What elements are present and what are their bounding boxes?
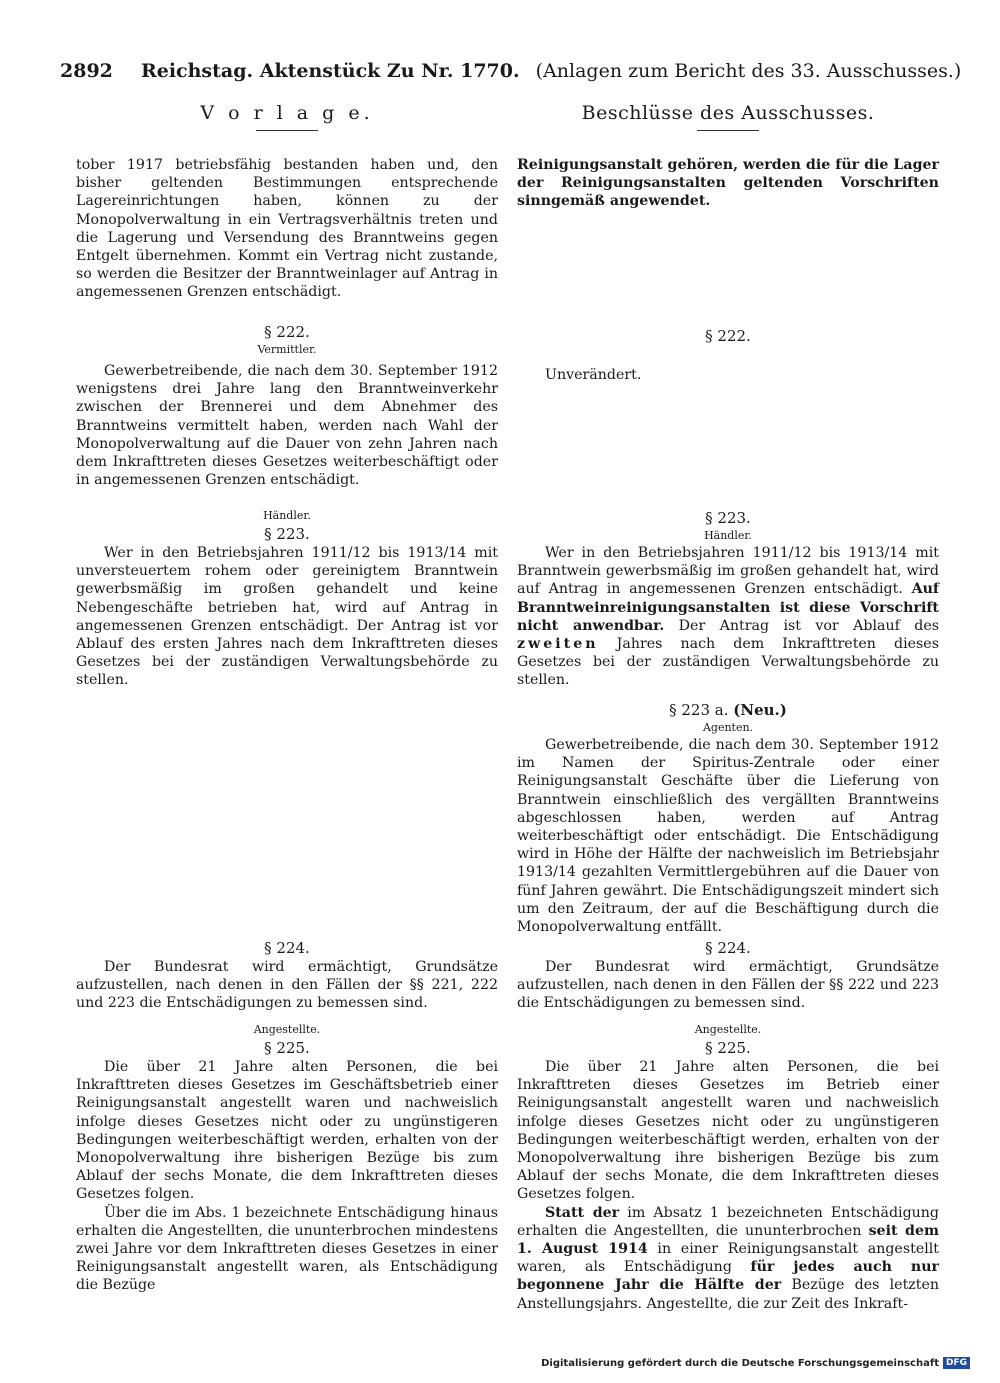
section-text-continued: Über die im Abs. 1 bezeichnete Entschädigung hinaus erhalten die Angestellten, die ununterbrochen mindestens zwei Jahre vor dem Inkrafttreten dieses Gesetzes in einer Reinigungsanstalt angestellt waren, als Entschädigung die Bezüge	[76, 1204, 498, 1294]
bold-amendment: seit dem 1. August 1914	[517, 1222, 940, 1258]
section-text	[517, 544, 939, 690]
section-text: Der Bundesrat wird ermächtigt, Grundsätze aufzustellen, nach denen in den Fällen der §§ 222 und 223 die Entschädigungen zu bemessen sind.	[517, 959, 939, 1012]
left-intro-block	[76, 156, 498, 302]
section-subtitle: Händler.	[263, 509, 311, 522]
dfg-logo-icon: DFG	[943, 1357, 970, 1369]
right-column	[517, 100, 940, 1312]
section-subtitle: Agenten.	[702, 721, 754, 734]
section-text: Unverändert.	[545, 367, 642, 383]
page-header	[60, 58, 962, 84]
section-text: Wer in den Betriebsjahren 1911/12 bis 1913/14 mit unversteuertem rohem oder gereinigtem Branntwein gewerbsmäßig im großen gehandelt und keine Nebengeschäfte betrieben hat, wird auf Antrag in angemessenen Grenzen entschädigt. Der Antrag ist vor Ablauf des ersten Jahres nach dem Inkrafttreten dieses Gesetzes bei der zuständigen Verwaltungsbehörde zu stellen.	[76, 545, 498, 689]
section-subtitle: Angestellte.	[253, 1023, 321, 1036]
right-column-heading: Beschlüsse des Ausschusses.	[581, 102, 875, 124]
left-section-224	[76, 938, 498, 1013]
left-column-heading: V o r l a g e.	[200, 102, 374, 124]
left-intro-text: tober 1917 betriebsfähig bestanden haben und, den bisher geltenden Bestimmungen entsprechende Lagereinrichtungen haben, können zu der Monopolverwaltung in ein Vertragsverhältnis treten und die Lagerung und Versendung des Branntweins gegen Entgelt übernehmen. Kommt ein Vertrag nicht zustande, so werden die Besitzer der Branntweinlager auf Antrag in angemessenen Grenzen entschädigt.	[76, 157, 498, 301]
section-number: § 223 a.	[669, 701, 729, 719]
section-subtitle: Vermittler.	[257, 343, 317, 356]
left-section-222	[76, 322, 498, 489]
section-text: Die über 21 Jahre alten Personen, die bei Inkrafttreten dieses Gesetzes im Geschäftsbetrieb einer Reinigungsanstalt angestellt waren und nachweislich infolge dieses Gesetzes nicht oder zu ungünstigeren Bedingungen weiterbeschäftigt werden, erhalten von der Monopolverwaltung ihre bisherigen Bezüge bis zum Ablauf der sechs Monate, die dem Inkrafttreten dieses Gesetzes folgen.	[76, 1059, 498, 1203]
right-section-222	[517, 326, 939, 384]
left-section-223	[76, 508, 498, 690]
text-run: Wer in den Betriebsjahren 1911/12 bis 1913/14 mit Branntwein gewerbsmäßig im großen gehandelt hat, wird auf Antrag in angemessenen Grenzen entschädigt.	[517, 545, 939, 598]
section-text: Die über 21 Jahre alten Personen, die bei Inkrafttreten dieses Gesetzes im Betrieb einer Reinigungsanstalt angestellt waren und nachweislich infolge dieses Gesetzes nicht oder zu ungünstigeren Bedingungen weiterbeschäftigt werden, erhalten von der Monopolverwaltung ihre bisherigen Bezüge bis zum Ablauf der sechs Monate, die dem Inkrafttreten dieses Gesetzes folgen.	[517, 1059, 939, 1203]
section-text: Gewerbetreibende, die nach dem 30. September 1912 wenigstens drei Jahre lang den Branntweinverkehr zwischen der Brennerei und dem Abnehmer des Branntweins vermittelt haben, werden nach Wahl der Monopolverwaltung auf die Dauer von zehn Jahren nach dem Inkrafttreten dieses Gesetzes weiterbeschäftigt oder in angemessenen Grenzen entschädigt.	[76, 363, 498, 489]
text-run: im Absatz 1 bezeichneten Entschädigung erhalten die Angestellten, die ununterbrochen	[517, 1204, 940, 1239]
right-section-225	[517, 1022, 939, 1313]
right-intro-text: Reinigungsanstalt gehören, werden die für die Lager der Reinigungsanstalten geltenden Vorschriften sinngemäß angewendet.	[517, 157, 939, 210]
section-title: § 222.	[264, 323, 310, 341]
page-number: 2892	[60, 60, 113, 82]
right-section-223a	[517, 700, 939, 936]
new-marker: (Neu.)	[733, 701, 787, 719]
section-title: § 225.	[264, 1039, 310, 1057]
left-column	[76, 100, 498, 1294]
footer-credit: Digitalisierung gefördert durch die Deutsche Forschungsgemeinschaft	[541, 1357, 939, 1369]
text-run: in einer Reinigungsanstalt angestellt waren, als Entschädigung	[517, 1241, 939, 1276]
section-title: § 224.	[705, 939, 751, 957]
section-title: § 224.	[264, 939, 310, 957]
text-run: Bezüge des letzten Anstellungsjahrs. Angestellte, die zur Zeit des Inkraft-	[517, 1277, 939, 1312]
bold-amendment: Auf Branntweinreinigungsanstalten ist diese Vorschrift nicht anwendbar.	[517, 581, 939, 634]
text-run: Jahres nach dem Inkrafttreten dieses Gesetzes bei der zuständigen Verwaltungsbehörde zu stellen.	[517, 636, 939, 689]
section-title: § 225.	[705, 1039, 751, 1057]
right-section-224	[517, 938, 939, 1013]
section-subtitle: Händler.	[704, 529, 752, 542]
section-title: § 222.	[705, 327, 751, 345]
section-text: Gewerbetreibende, die nach dem 30. September 1912 im Namen der Spiritus-Zentrale oder einer Reinigungsanstalt Geschäfte über die Lieferung von Branntwein einschließlich des vergällten Branntweins abgeschlossen haben, werden auf Antrag weiterbeschäftigt oder entschädigt. Die Entschädigung wird in Höhe der Hälfte der nachweislich im Betriebsjahr 1913/14 gezahlten Vermittlergebühren auf die Dauer von fünf Jahren gewährt. Die Entschädigungszeit mindert sich um den Zeitraum, der auf die Beschäftigung durch die Monopolverwaltung entfällt.	[517, 737, 939, 936]
left-section-225	[76, 1022, 498, 1295]
footer	[541, 1357, 970, 1369]
bold-amendment: Statt der	[545, 1204, 620, 1221]
document-title: Reichstag. Aktenstück Zu Nr. 1770.	[140, 60, 520, 82]
bold-amendment: für jedes auch nur begonnene Jahr die Hälfte der	[517, 1259, 939, 1294]
section-title: § 223.	[705, 509, 751, 527]
bold-amendment: zweiten	[517, 636, 599, 653]
section-text-continued	[517, 1204, 939, 1313]
section-title	[517, 700, 939, 720]
section-title: § 223.	[264, 525, 310, 543]
heading-rule	[697, 130, 759, 131]
section-text: Der Bundesrat wird ermächtigt, Grundsätze aufzustellen, nach denen in den Fällen der §§ 221, 222 und 223 die Entschädigungen zu bemessen sind.	[76, 959, 498, 1012]
heading-rule	[256, 130, 318, 131]
section-subtitle: Angestellte.	[694, 1023, 762, 1036]
document-subtitle: (Anlagen zum Bericht des 33. Ausschusses.)	[535, 60, 962, 82]
right-intro-block	[517, 156, 939, 211]
right-section-223	[517, 508, 939, 690]
text-run: Der Antrag ist vor Ablauf des	[664, 617, 939, 634]
